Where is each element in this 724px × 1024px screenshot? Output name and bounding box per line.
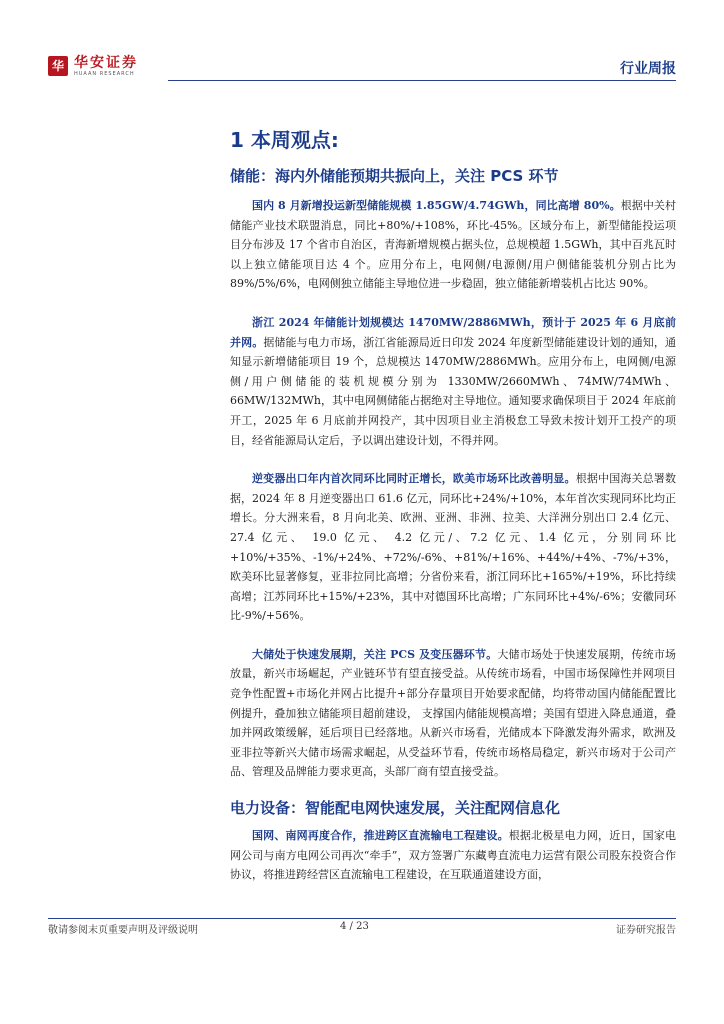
paragraph-inverter-export	[230, 469, 676, 626]
paragraph-lead: 逆变器出口年内首次同环比同时正增长，欧美市场环比改善明显。	[252, 472, 576, 486]
subsection-title-power-equipment: 电力设备：智能配电网快速发展，关注配网信息化	[230, 799, 561, 818]
main-content	[230, 128, 676, 885]
paragraph-body: 根据中关村储能产业技术联盟消息，同比+80%/+108%，环比-45%。区域分布上，新型储能投运项目分布涉及 17 个省市自治区，青海新增规模占据头位，总规模超 1.5GWh，其中百兆瓦时以上独立储能项目达 4 个。应用分布上，电网侧/电源侧/用户侧储能装机分别占比为 89%/5%/6%，电网侧独立储能主导地位进一步稳固，独立储能新增装机占比达 90%。	[230, 199, 677, 291]
paragraph-lead: 国内 8 月新增投运新型储能规模 1.85GW/4.74GWh，同比高增 80%。	[252, 199, 621, 212]
paragraph-body: 根据中国海关总署数据，2024 年 8 月逆变器出口 61.6 亿元，同环比+24%/+10%，本年首次实现同环比均正增长。分大洲来看，8 月向北美、欧洲、亚洲、非洲、拉美、大洋洲分别出口 2.4 亿元、 27.4 亿元、 19.0 亿元、 4.2 亿元/、7.2 亿元、1.4 亿元，分别同环比+10%/+35%、-1%/+24%、+72%/-6%、+81%/+16%、+44%/+4%、-7%/+3%，欧美环比显著修复，亚非拉同比高增；分省份来看，浙江同环比+165%/+19%，环比持续高增；江苏同环比+15%/+23%，其中对德国环比高增；广东同环比+4%/-6%；安徽同环比-9%/+56%。	[230, 472, 676, 623]
paragraph-lead: 大储处于快速发展期，关注 PCS 及变压器环节。	[252, 647, 498, 661]
page-number: 4 / 23	[340, 921, 369, 932]
logo-name-en: HUAAN RESEARCH	[74, 71, 135, 77]
logo-name-cn: 华安证券	[74, 55, 138, 71]
report-type: 行业周报	[620, 61, 676, 77]
paragraph-body: 大储市场处于快速发展期，传统市场放量，新兴市场崛起，产业链环节有望直接受益。从传统市场看，中国市场保障性并网项目竞争性配置+市场化并网占比提升+部分存量项目开始要求配储，均将带动国内储能配置比例提升，叠加独立储能项目超前建设， 支撑国内储能规模高增；美国有望进入降息通道，叠加并网政策缓解，延后项目已经落地。从新兴市场看，光储成本下降激发海外需求，欧洲及亚非拉等新兴大储市场需求崛起，从受益环节看，传统市场格局稳定，新兴市场对于公司产品、管理及品牌能力要求更高，头部厂商有望直接受益。	[230, 647, 676, 779]
company-logo	[48, 56, 138, 78]
paragraph-domestic-storage	[230, 196, 676, 294]
page-header	[48, 56, 676, 84]
footer-disclaimer: 敬请参阅末页重要声明及评级说明	[48, 925, 198, 936]
paragraph-body: 根据北极星电力网，近日，国家电网公司与南方电网公司再次“牵手”，双方签署广东藏粤直流电力运营有限公司股东投资合作协议，将推进跨经营区直流输电工程建设，在互联通道建设方面，	[230, 829, 677, 882]
paragraph-grid-cooperation	[230, 826, 676, 885]
footer-report-label: 证券研究报告	[616, 925, 676, 936]
paragraph-body: 据储能与电力市场，浙江省能源局近日印发 2024 年度新型储能建设计划的通知，通知显示新增储能项目 19 个，总规模达 1470MW/2886MWh。应用分布上，电网侧/电源侧/用户侧储能的装机规模分别为 1330MW/2660MWh、74MW/74MWh、66MW/132MWh，其中电网侧储能占据绝对主导地位。通知要求确保项目于 2024 年底前开工，2025 年 6 月底前并网投产，其中因项目业主消极怠工导致未按计划开工投产的项目，经省能源局认定后，予以调出建设计划，不得并网。	[230, 335, 676, 447]
footer-divider	[48, 918, 676, 919]
paragraph-lead: 浙江 2024 年储能计划规模达 1470MW/2886MWh，预计于 2025 年 6 月底前并网。	[230, 315, 676, 349]
paragraph-lead: 国网、南网再度合作，推进跨区直流输电工程建设。	[252, 829, 509, 843]
paragraph-large-storage	[230, 645, 676, 782]
header-divider	[168, 80, 676, 81]
subsection-title-storage: 储能：海内外储能预期共振向上，关注 PCS 环节	[230, 167, 559, 185]
paragraph-zhejiang-plan	[230, 313, 676, 450]
logo-seal-icon: 华	[48, 56, 68, 76]
section-heading-1: 1 本周观点:	[230, 128, 339, 152]
